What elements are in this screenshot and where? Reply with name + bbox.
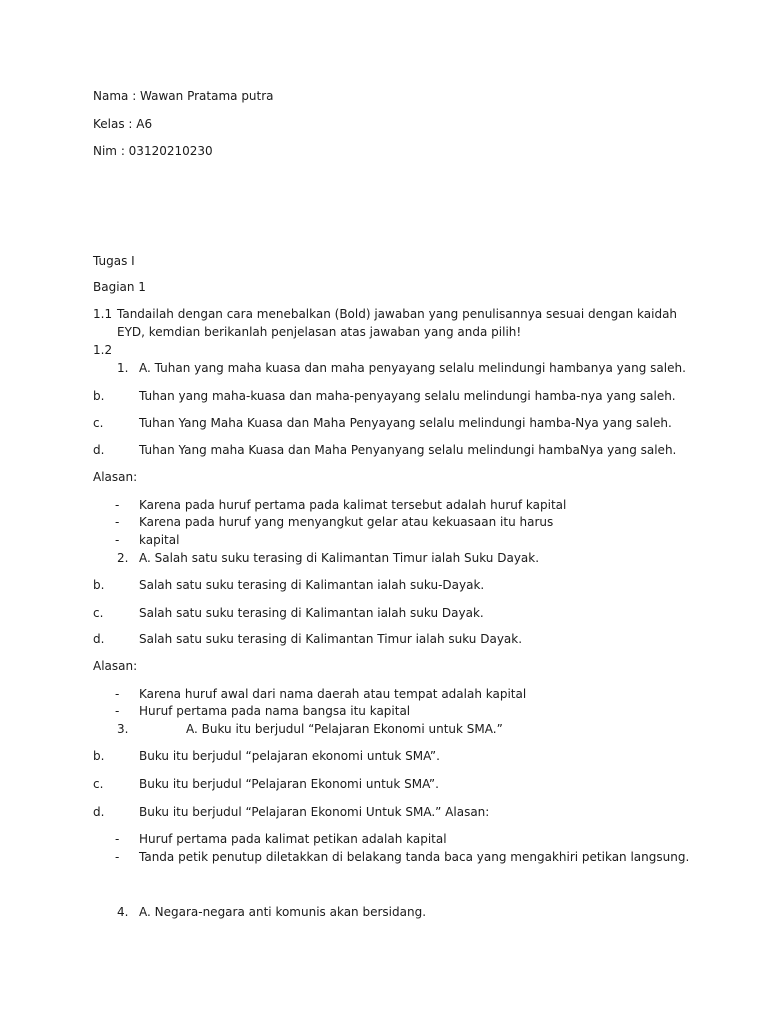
subsection-number: 1.2 <box>93 343 113 357</box>
q2-bullet-2: - <box>115 704 120 718</box>
q3-reason-1: Huruf pertama pada kalimat petikan adalah kapital <box>139 832 447 846</box>
q1-label-b: b. <box>93 389 105 403</box>
q2-reason-1: Karena huruf awal dari nama daerah atau tempat adalah kapital <box>139 687 527 701</box>
q1-option-d: Tuhan Yang maha Kuasa dan Maha Penyanyang selalu melindungi hambaNya yang saleh. <box>139 443 677 457</box>
q3-bullet-2: - <box>115 850 120 864</box>
q3-option-d: Buku itu berjudul “Pelajaran Ekonomi Untuk SMA.” Alasan: <box>139 805 490 819</box>
q1-number: 1. <box>117 361 129 375</box>
q3-option-c: Buku itu berjudul “Pelajaran Ekonomi untuk SMA”. <box>139 777 439 791</box>
q2-reason-label: Alasan: <box>93 659 138 673</box>
q2-label-c: c. <box>93 606 104 620</box>
q2-label-b: b. <box>93 578 105 592</box>
q2-label-d: d. <box>93 632 105 646</box>
q3-number: 3. <box>117 722 129 736</box>
q4-option-a: A. Negara-negara anti komunis akan bersidang. <box>139 905 427 919</box>
q3-option-a: A. Buku itu berjudul “Pelajaran Ekonomi untuk SMA.” <box>186 722 503 736</box>
q4-number: 4. <box>117 905 129 919</box>
q1-reason-1: Karena pada huruf pertama pada kalimat tersebut adalah huruf kapital <box>139 498 567 512</box>
q1-bullet-1: - <box>115 498 120 512</box>
q1-option-b: Tuhan yang maha-kuasa dan maha-penyayang selalu melindungi hamba-nya yang saleh. <box>139 389 676 403</box>
q3-bullet-1: - <box>115 832 120 846</box>
instruction-number: 1.1 <box>93 307 113 321</box>
task-title: Tugas I <box>93 254 135 268</box>
q1-reason-2: Karena pada huruf yang menyangkut gelar atau kekuasaan itu harus <box>139 515 554 529</box>
q1-bullet-3: - <box>115 533 120 547</box>
part-title: Bagian 1 <box>93 280 146 294</box>
q2-number: 2. <box>117 551 129 565</box>
q2-option-b: Salah satu suku terasing di Kalimantan ialah suku-Dayak. <box>139 578 485 592</box>
q3-label-d: d. <box>93 805 105 819</box>
q2-reason-2: Huruf pertama pada nama bangsa itu kapital <box>139 704 411 718</box>
q3-label-b: b. <box>93 749 105 763</box>
q1-bullet-2: - <box>115 515 120 529</box>
q1-option-a: A. Tuhan yang maha kuasa dan maha penyayang selalu melindungi hambanya yang saleh. <box>139 361 686 375</box>
q1-label-c: c. <box>93 416 104 430</box>
q3-reason-2: Tanda petik penutup diletakkan di belakang tanda baca yang mengakhiri petikan langsung. <box>139 850 690 864</box>
q2-option-d: Salah satu suku terasing di Kalimantan Timur ialah suku Dayak. <box>139 632 523 646</box>
instruction-line-1: Tandailah dengan cara menebalkan (Bold) jawaban yang penulisannya sesuai dengan kaidah <box>117 307 678 321</box>
q2-bullet-1: - <box>115 687 120 701</box>
q1-reason-3: kapital <box>139 533 180 547</box>
instruction-line-2: EYD, kemdian berikanlah penjelasan atas jawaban yang anda pilih! <box>117 325 522 339</box>
student-name: Nama : Wawan Pratama putra <box>93 89 274 103</box>
q3-label-c: c. <box>93 777 104 791</box>
student-class: Kelas : A6 <box>93 117 153 131</box>
student-nim: Nim : 03120210230 <box>93 144 213 158</box>
q1-reason-label: Alasan: <box>93 470 138 484</box>
q1-option-c: Tuhan Yang Maha Kuasa dan Maha Penyayang selalu melindungi hamba-Nya yang saleh. <box>139 416 672 430</box>
q3-option-b: Buku itu berjudul “pelajaran ekonomi untuk SMA”. <box>139 749 440 763</box>
q2-option-c: Salah satu suku terasing di Kalimantan ialah suku Dayak. <box>139 606 484 620</box>
q1-label-d: d. <box>93 443 105 457</box>
q2-option-a: A. Salah satu suku terasing di Kalimantan Timur ialah Suku Dayak. <box>139 551 540 565</box>
